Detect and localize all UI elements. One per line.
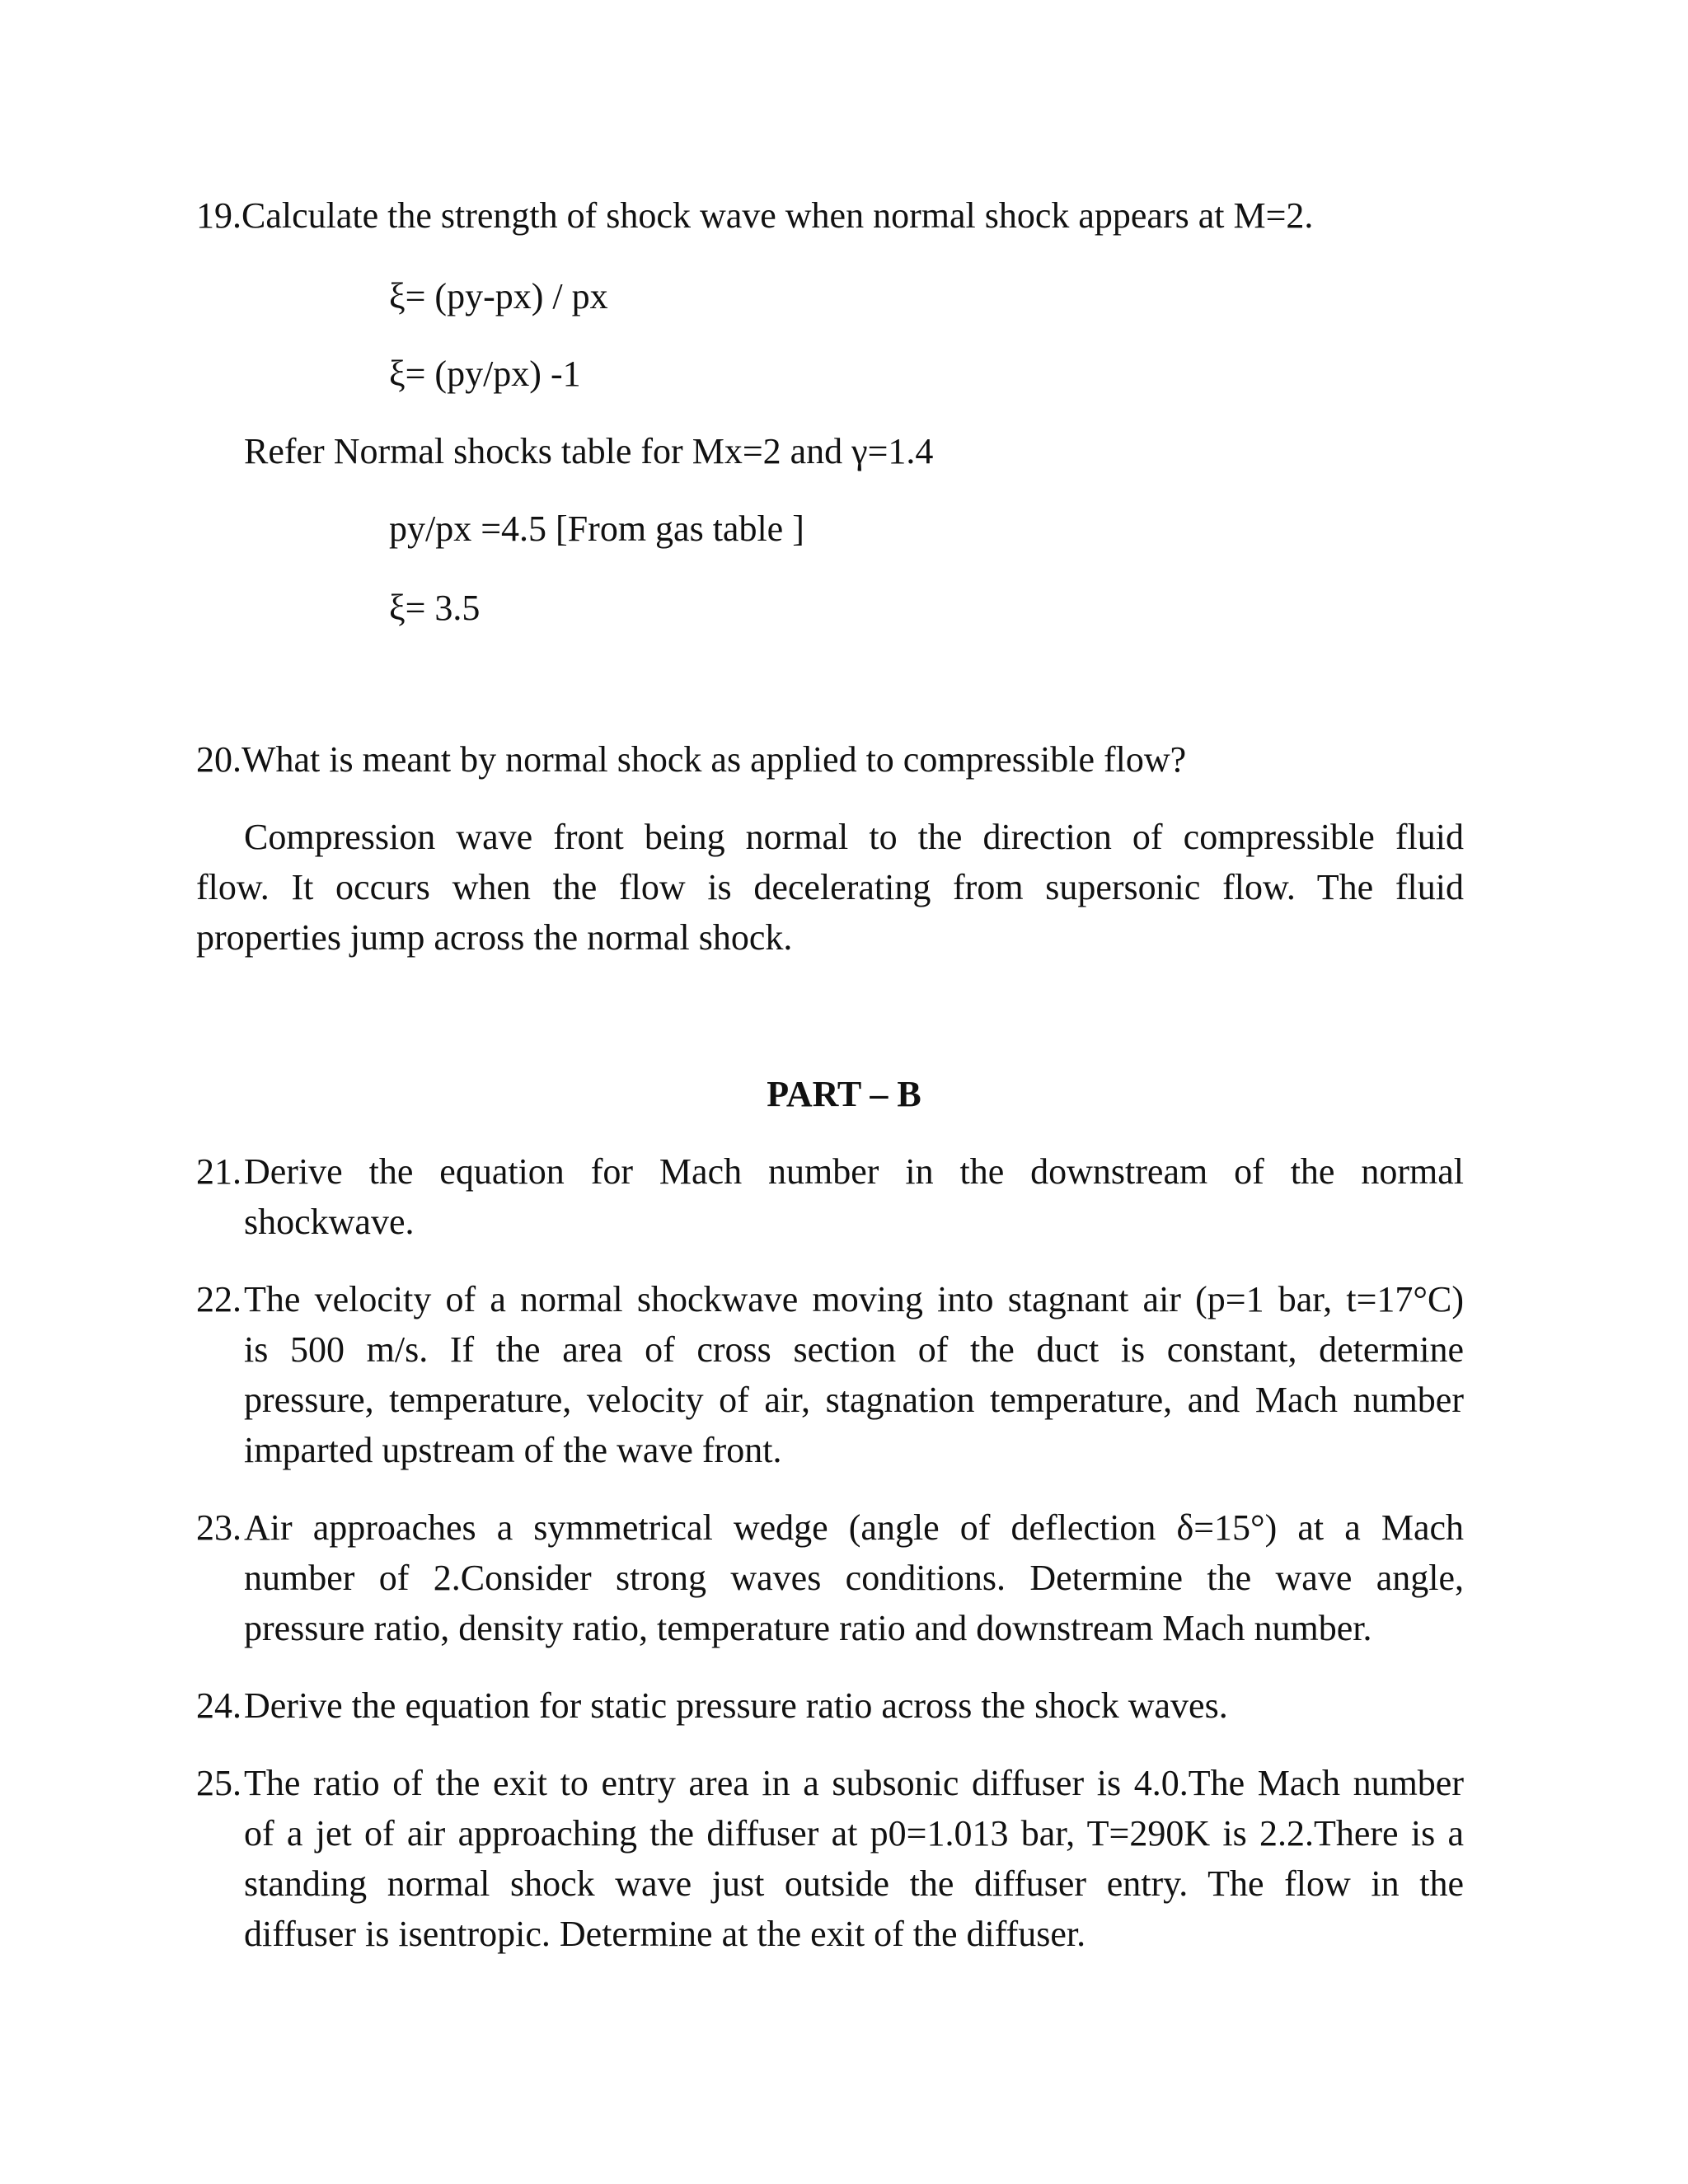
q23-line-2: number of 2.Consider strong waves conditions. Determine the wave angle,: [244, 1558, 1464, 1598]
q20-question: [196, 739, 1187, 780]
q21-line-1: Derive the equation for Mach number in the downstream of the normal: [244, 1151, 1464, 1192]
q25-line-1: The ratio of the exit to entry area in a subsonic diffuser is 4.0.The Mach number: [244, 1763, 1464, 1803]
q22-line-4: imparted upstream of the wave front.: [244, 1430, 782, 1470]
q19-result: ξ= 3.5: [389, 588, 481, 628]
q22-line-1: The velocity of a normal shockwave moving into stagnant air (p=1 bar, t=17°C): [244, 1279, 1464, 1319]
q19-eq1: ξ= (py-px) / px: [389, 276, 608, 316]
q19-refer: Refer Normal shocks table for Mx=2 and γ=1.4: [244, 431, 934, 471]
part-b-heading: PART – B: [767, 1074, 921, 1114]
q21-line-2: shockwave.: [244, 1202, 415, 1242]
q19-ratio: py/px =4.5 [From gas table ]: [389, 509, 804, 549]
q25-line-3: standing normal shock wave just outside the diffuser entry. The flow in the: [244, 1863, 1464, 1904]
q22-line-3: pressure, temperature, velocity of air, stagnation temperature, and Mach number: [244, 1380, 1464, 1420]
q23-line-3: pressure ratio, density ratio, temperature ratio and downstream Mach number.: [244, 1608, 1372, 1648]
q19-number: 19.: [196, 195, 241, 236]
q25-number: 25.: [196, 1763, 241, 1803]
q20-answer-line-1: Compression wave front being normal to the direction of compressible fluid: [244, 817, 1464, 857]
q19-question: [196, 195, 1314, 236]
q23-line-1: Air approaches a symmetrical wedge (angle of deflection δ=15°) at a Mach: [244, 1507, 1464, 1548]
q23-number: 23.: [196, 1507, 241, 1548]
q19-question-text: Calculate the strength of shock wave when normal shock appears at M=2.: [241, 195, 1314, 236]
q20-number: 20.: [196, 739, 241, 780]
q24-line-1: Derive the equation for static pressure ratio across the shock waves.: [244, 1685, 1228, 1726]
q20-answer-line-2: flow. It occurs when the flow is decelerating from supersonic flow. The fluid: [196, 867, 1464, 907]
q22-line-2: is 500 m/s. If the area of cross section of the duct is constant, determine: [244, 1329, 1464, 1370]
q20-question-text: What is meant by normal shock as applied to compressible flow?: [241, 739, 1187, 780]
q25-line-4: diffuser is isentropic. Determine at the exit of the diffuser.: [244, 1914, 1086, 1954]
q20-answer-line-3: properties jump across the normal shock.: [196, 917, 793, 958]
q21-number: 21.: [196, 1151, 241, 1192]
q24-number: 24.: [196, 1685, 241, 1726]
q22-number: 22.: [196, 1279, 241, 1319]
q25-line-2: of a jet of air approaching the diffuser at p0=1.013 bar, T=290K is 2.2.There is a: [244, 1813, 1464, 1854]
q19-eq2: ξ= (py/px) -1: [389, 354, 581, 394]
